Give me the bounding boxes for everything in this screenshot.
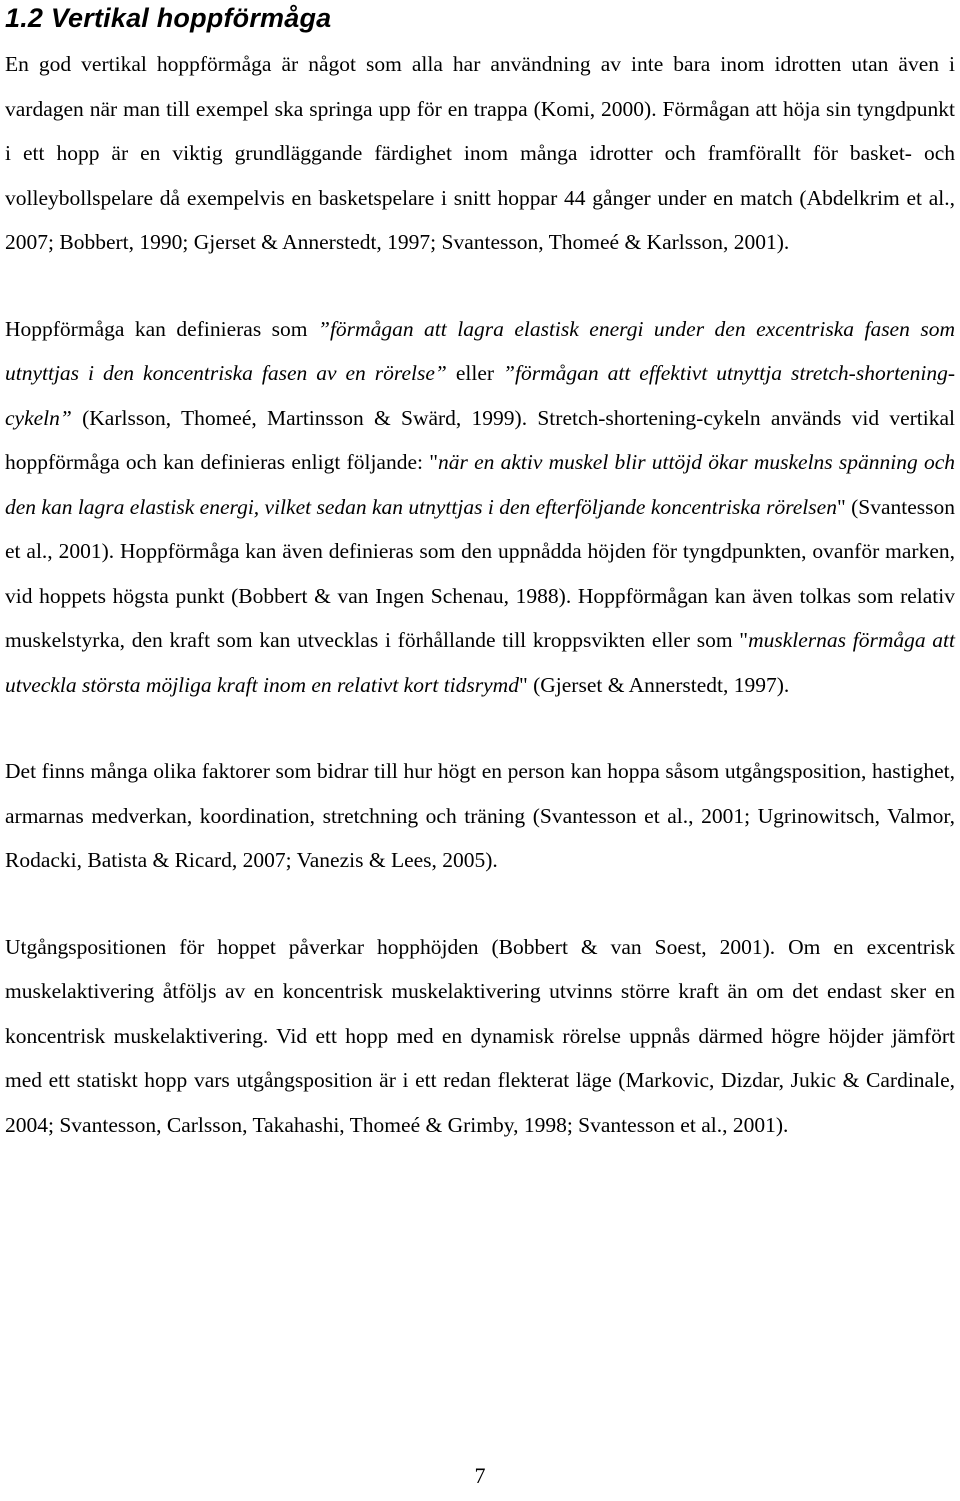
paragraph-text: Det finns många olika faktorer som bidrar till hur högt en person kan hoppa såsom utgångsposition, hastighet, armarnas medverkan, koordination, stretchning och träning (Svantesson et al., 2001; Ugrinowitsch, Valmor, Rodacki, Batista & Ricard, 2007; Vanezis & Lees, 2005). xyxy=(5,759,955,872)
paragraph-text: " (Gjerset & Annerstedt, 1997). xyxy=(518,672,790,697)
paragraph-factors xyxy=(5,749,955,883)
document-page xyxy=(5,0,955,1147)
paragraph-text: (Karlsson, Thomeé, Martinsson & Swärd, 1999). Stretch-shortening-cykeln används vid vertikal hoppförmåga och kan definieras enligt följande: " xyxy=(5,405,955,474)
paragraph-starting-position xyxy=(5,925,955,1148)
paragraph-text: En god vertikal hoppförmåga är något som alla har användning av inte bara inom idrotten utan även i vardagen när man till exempel ska springa upp för en trappa (Komi, 2000). Förmågan att höja sin tyngdpunkt i ett hopp är en viktig grundläggande färdighet inom många idrotter och framförallt för basket- och volleybollspelare då exempelvis en basketspelare i snitt hoppar 44 gånger under en match (Abdelkrim et al., 2007; Bobbert, 1990; Gjerset & Annerstedt, 1997; Svantesson, Thomeé & Karlsson, 2001). xyxy=(5,52,955,254)
section-heading: 1.2 Vertikal hoppförmåga xyxy=(5,3,332,33)
paragraph-text: eller xyxy=(446,361,504,385)
italic-quote: ”förmågan att lagra elastisk energi under den excentriska fasen som utnyttjas i den koncentriska fasen av en rörelse” xyxy=(5,316,955,385)
paragraph-text: " (Svantesson et al., 2001). Hoppförmåga kan även definieras som den uppnådda höjden för tyngdpunkten, ovanför marken, vid hoppets högsta punkt (Bobbert & van Ingen Schenau, 1988). Hoppförmågan kan även tolkas som relativ muskelstyrka, den kraft som kan utvecklas i förhållande till kroppsvikten eller som " xyxy=(5,494,956,652)
paragraph-text: Hoppförmåga kan definieras som xyxy=(5,316,318,341)
page-number: 7 xyxy=(474,1463,486,1488)
paragraph-text: Utgångspositionen för hoppet påverkar hopphöjden (Bobbert & van Soest, 2001). Om en excentrisk muskelaktivering åtföljs av en koncentrisk muskelaktivering utvinns större kraft än om det endast sker en koncentrisk muskelaktivering. Vid ett hopp med en dynamisk rörelse uppnås därmed högre höjder jämfört med ett statiskt hopp vars utgångsposition är i ett redan flekterat läge (Markovic, Dizdar, Jukic & Cardinale, 2004; Svantesson, Carlsson, Takahashi, Thomeé & Grimby, 1998; Svantesson et al., 2001). xyxy=(5,934,955,1137)
italic-quote: när en aktiv muskel blir uttöjd ökar muskelns spänning och den kan lagra elastisk energi, vilket sedan kan utnyttjas i den efterföljande koncentriska rörelsen xyxy=(5,450,955,519)
italic-quote: ”förmågan att effektivt utnyttja stretch-shortening-cykeln” xyxy=(5,361,955,430)
paragraph-intro xyxy=(5,42,955,265)
paragraph-definitions xyxy=(5,307,955,708)
italic-quote: musklernas förmåga att utveckla största möjliga kraft inom en relativt kort tidsrymd xyxy=(5,628,955,697)
